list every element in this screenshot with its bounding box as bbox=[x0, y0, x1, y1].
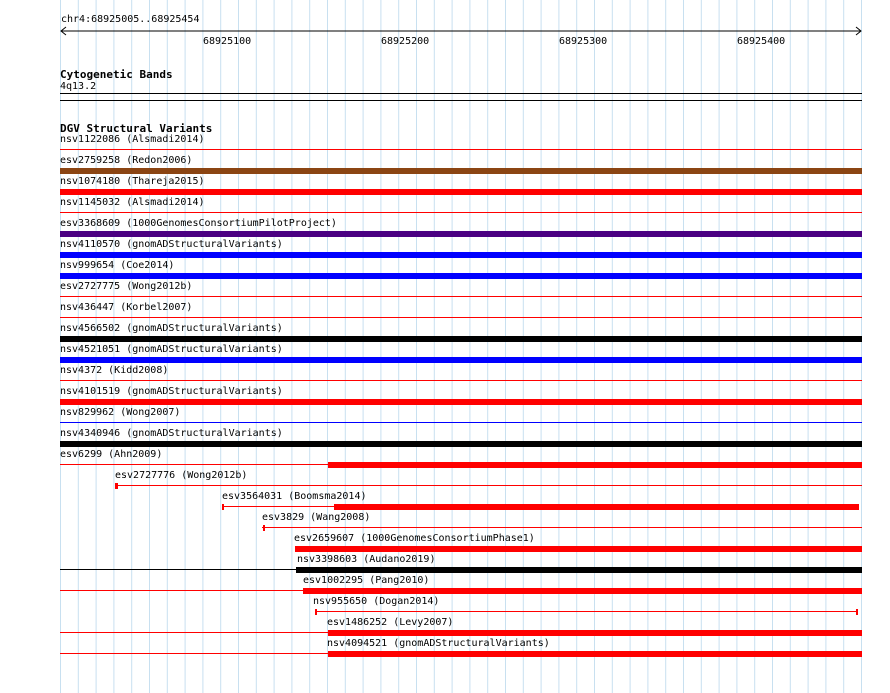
dgv-variant-bar[interactable] bbox=[60, 441, 862, 447]
cytoband-bar[interactable] bbox=[60, 93, 862, 94]
location-label: chr4:68925005..68925454 bbox=[61, 14, 200, 25]
dgv-variant-label[interactable]: nsv436447 (Korbel2007) bbox=[60, 302, 193, 313]
dgv-variant-line bbox=[60, 422, 862, 423]
dgv-variant-bar[interactable] bbox=[328, 651, 862, 657]
dgv-variant-bar[interactable] bbox=[328, 462, 862, 468]
dgv-variant-label[interactable]: esv3829 (Wang2008) bbox=[262, 512, 371, 523]
dgv-variant-label[interactable]: nsv4101519 (gnomADStructuralVariants) bbox=[60, 386, 283, 397]
ruler-tick-label: 68925300 bbox=[559, 36, 608, 47]
dgv-variant-bar[interactable] bbox=[60, 336, 862, 342]
dgv-variant-line bbox=[60, 380, 862, 381]
cytoband-track-title[interactable]: Cytogenetic Bands bbox=[60, 68, 173, 81]
dgv-variant-bar[interactable] bbox=[303, 588, 862, 594]
dgv-variant-bar[interactable] bbox=[334, 504, 857, 510]
dgv-variant-line bbox=[60, 149, 862, 150]
dgv-variant-label[interactable]: nsv4094521 (gnomADStructuralVariants) bbox=[327, 638, 550, 649]
ruler-tick-label: 68925200 bbox=[381, 36, 430, 47]
dgv-variant-label[interactable]: nsv999654 (Coe2014) bbox=[60, 260, 175, 271]
dgv-variant-label[interactable]: esv1002295 (Pang2010) bbox=[303, 575, 430, 586]
dgv-variant-line bbox=[262, 527, 862, 528]
dgv-variant-line bbox=[315, 611, 857, 612]
dgv-variant-bar[interactable] bbox=[60, 189, 862, 195]
dgv-variant-label[interactable]: esv2727776 (Wong2012b) bbox=[115, 470, 248, 481]
dgv-variant-label[interactable]: nsv1074180 (Thareja2015) bbox=[60, 176, 205, 187]
dgv-variant-label[interactable]: nsv4521051 (gnomADStructuralVariants) bbox=[60, 344, 283, 355]
dgv-variant-label[interactable]: esv2759258 (Redon2006) bbox=[60, 155, 193, 166]
dgv-variant-endcap bbox=[857, 504, 859, 510]
dgv-variant-label[interactable]: nsv4566502 (gnomADStructuralVariants) bbox=[60, 323, 283, 334]
dgv-variant-endcap bbox=[263, 525, 265, 531]
dgv-variant-label[interactable]: esv3564031 (Boomsma2014) bbox=[222, 491, 367, 502]
dgv-variant-line bbox=[60, 317, 862, 318]
dgv-variant-bar[interactable] bbox=[60, 273, 862, 279]
dgv-variant-line bbox=[115, 485, 862, 486]
dgv-variant-bar[interactable] bbox=[295, 546, 862, 552]
dgv-variant-label[interactable]: nsv829962 (Wong2007) bbox=[60, 407, 181, 418]
dgv-variant-endcap bbox=[315, 609, 317, 615]
dgv-variant-label[interactable]: nsv4340946 (gnomADStructuralVariants) bbox=[60, 428, 283, 439]
ruler-tick-label: 68925400 bbox=[737, 36, 786, 47]
dgv-variant-label[interactable]: nsv4372 (Kidd2008) bbox=[60, 365, 169, 376]
dgv-variant-label[interactable]: nsv955650 (Dogan2014) bbox=[313, 596, 440, 607]
dgv-variant-endcap bbox=[856, 609, 858, 615]
dgv-variant-bar[interactable] bbox=[60, 252, 862, 258]
dgv-variant-label[interactable]: esv2659607 (1000GenomesConsortiumPhase1) bbox=[294, 533, 535, 544]
dgv-variant-label[interactable]: esv1486252 (Levy2007) bbox=[327, 617, 454, 628]
dgv-variant-endcap bbox=[222, 504, 224, 510]
dgv-variant-label[interactable]: esv2727775 (Wong2012b) bbox=[60, 281, 193, 292]
dgv-variant-label[interactable]: nsv1122086 (Alsmadi2014) bbox=[60, 134, 205, 145]
dgv-variant-label[interactable]: nsv1145032 (Alsmadi2014) bbox=[60, 197, 205, 208]
dgv-track-title[interactable]: DGV Structural Variants bbox=[60, 122, 213, 135]
track-separator bbox=[60, 100, 862, 101]
dgv-variant-line bbox=[60, 296, 862, 297]
dgv-variant-bar[interactable] bbox=[115, 483, 118, 489]
dgv-variant-label[interactable]: esv6299 (Ahn2009) bbox=[60, 449, 163, 460]
dgv-variant-bar[interactable] bbox=[60, 357, 862, 363]
dgv-variant-label[interactable]: nsv3398603 (Audano2019) bbox=[297, 554, 436, 565]
dgv-variant-line bbox=[60, 212, 862, 213]
dgv-variant-bar[interactable] bbox=[60, 168, 862, 174]
dgv-variant-label[interactable]: nsv4110570 (gnomADStructuralVariants) bbox=[60, 239, 283, 250]
dgv-variant-bar[interactable] bbox=[60, 399, 862, 405]
dgv-variant-bar[interactable] bbox=[328, 630, 862, 636]
dgv-variant-label[interactable]: esv3368609 (1000GenomesConsortiumPilotProject) bbox=[60, 218, 337, 229]
dgv-variant-bar[interactable] bbox=[60, 231, 862, 237]
cytoband-label: 4q13.2 bbox=[60, 81, 97, 92]
dgv-variant-bar[interactable] bbox=[296, 567, 862, 573]
ruler-tick-label: 68925100 bbox=[203, 36, 252, 47]
